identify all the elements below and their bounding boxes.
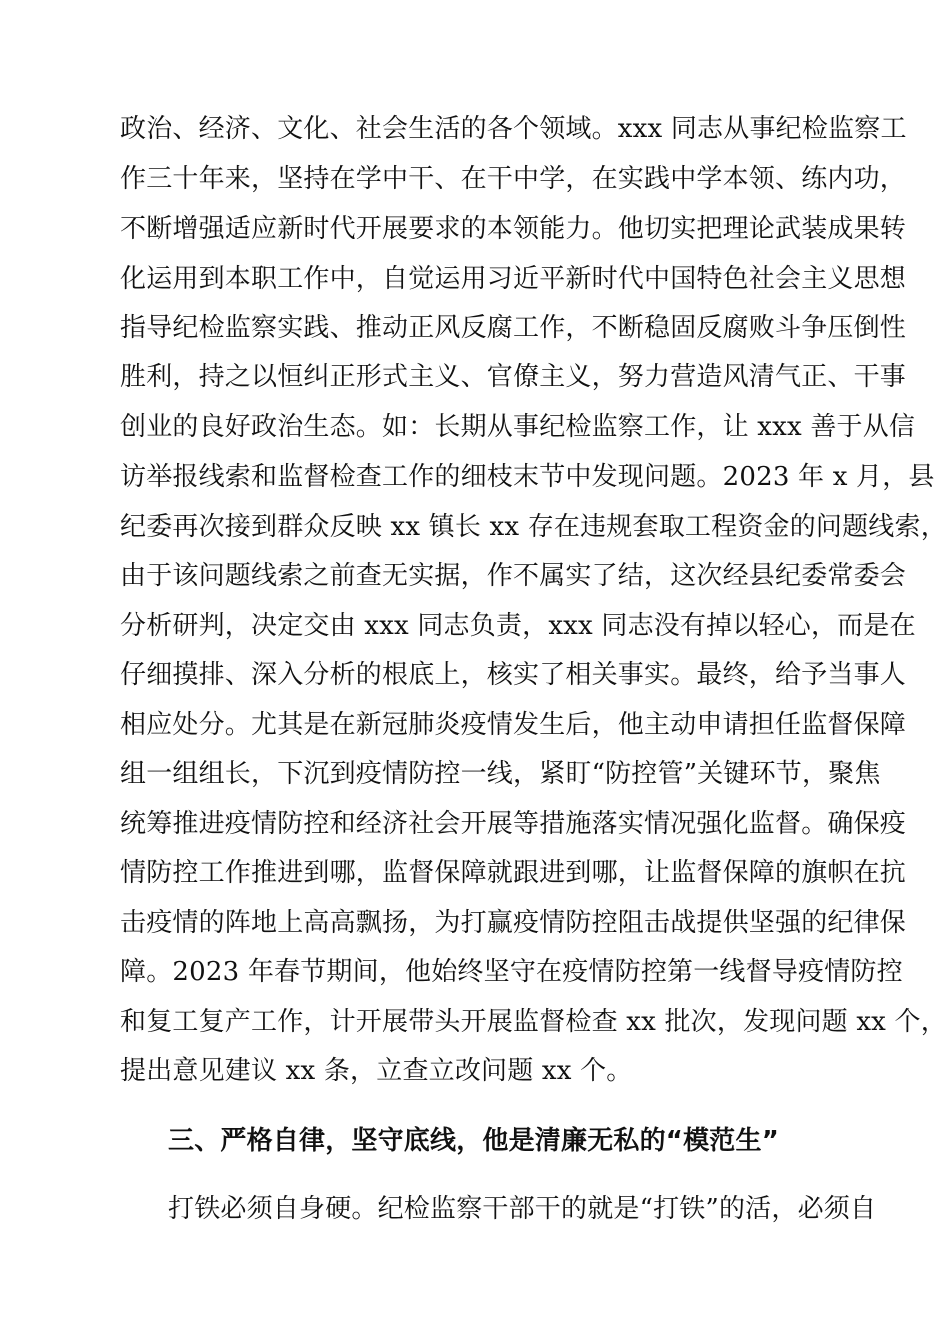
paragraph-line-1: 政治、经济、文化、社会生活的各个领域。xxx 同志从事纪检监察工 bbox=[120, 114, 907, 144]
paragraph-line-13: 相应处分。尤其是在新冠肺炎疫情发生后，他主动申请担任监督保障 bbox=[120, 710, 907, 740]
paragraph-line-9: 纪委再次接到群众反映 xx 镇长 xx 存在违规套取工程资金的问题线索， bbox=[120, 512, 947, 542]
paragraph-line-16: 情防控工作推进到哪，监督保障就跟进到哪，让监督保障的旗帜在抗 bbox=[120, 858, 907, 888]
paragraph-line-12: 仔细摸排、深入分析的根底上，核实了相关事实。最终，给予当事人 bbox=[120, 660, 907, 690]
paragraph-line-17: 击疫情的阵地上高高飘扬，为打赢疫情防控阻击战提供坚强的纪律保 bbox=[120, 908, 907, 938]
paragraph-line-7: 创业的良好政治生态。如：长期从事纪检监察工作，让 xxx 善于从信 bbox=[120, 412, 916, 442]
paragraph-line-15: 统筹推进疫情防控和经济社会开展等措施落实情况强化监督。确保疫 bbox=[120, 809, 907, 839]
paragraph-line-8: 访举报线索和监督检查工作的细枝末节中发现问题。2023 年 x 月，县 bbox=[120, 462, 935, 492]
paragraph-line-4: 化运用到本职工作中，自觉运用习近平新时代中国特色社会主义思想 bbox=[120, 264, 907, 294]
paragraph-line-11: 分析研判，决定交由 xxx 同志负责，xxx 同志没有掉以轻心，而是在 bbox=[120, 611, 916, 641]
paragraph-line-14: 组一组组长，下沉到疫情防控一线，紧盯“防控管”关键环节，聚焦 bbox=[120, 759, 881, 789]
paragraph-line-19: 和复工复产工作，计开展带头开展监督检查 xx 批次，发现问题 xx 个， bbox=[120, 1007, 947, 1037]
paragraph-line-18: 障。2023 年春节期间，他始终坚守在疫情防控第一线督导疫情防控 bbox=[120, 957, 903, 987]
paragraph-line-5: 指导纪检监察实践、推动正风反腐工作，不断稳固反腐败斗争压倒性 bbox=[120, 313, 907, 343]
paragraph-line-20: 提出意见建议 xx 条，立查立改问题 xx 个。 bbox=[120, 1056, 633, 1086]
paragraph-line-6: 胜利，持之以恒纠正形式主义、官僚主义，努力营造风清气正、干事 bbox=[120, 362, 907, 392]
paragraph-line-next: 打铁必须自身硬。纪检监察干部干的就是“打铁”的活，必须自 bbox=[168, 1194, 877, 1224]
paragraph-line-3: 不断增强适应新时代开展要求的本领能力。他切实把理论武装成果转 bbox=[120, 214, 907, 244]
paragraph-line-10: 由于该问题线索之前查无实据，作不属实了结，这次经县纪委常委会 bbox=[120, 561, 907, 591]
paragraph-line-2: 作三十年来，坚持在学中干、在干中学，在实践中学本领、练内功， bbox=[120, 164, 907, 194]
section-heading: 三、严格自律，坚守底线，他是清廉无私的“模范生” bbox=[168, 1126, 779, 1156]
